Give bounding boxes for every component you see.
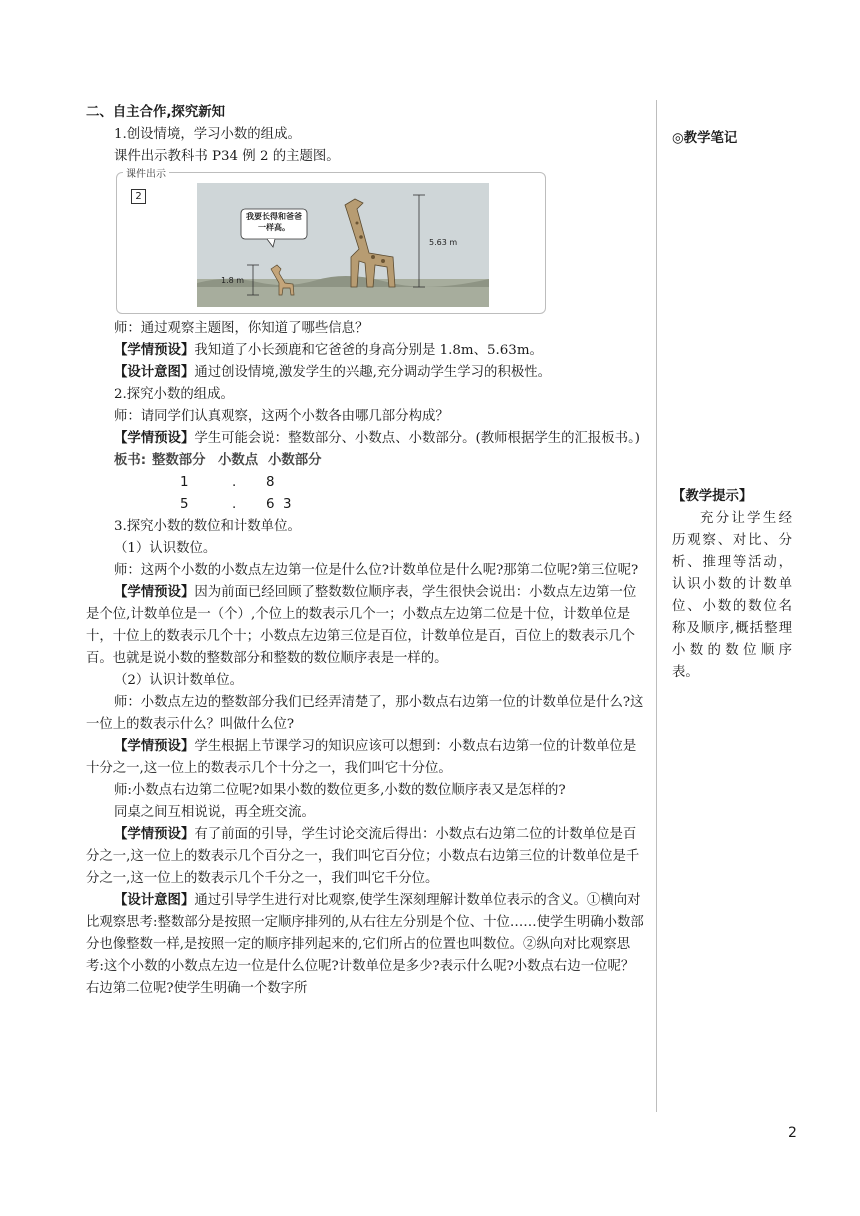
paragraph: 我知道了小长颈鹿和它爸爸的身高分别是 1.8m、5.63m。 (194, 343, 543, 358)
board-label: 板书: (114, 453, 147, 468)
paragraph: 师：小数点左边的整数部分我们已经弄清楚了，那小数点右边第一位的计数单位是什么?这一位上的数表示什么？叫做什么位? (86, 695, 644, 732)
tag-label: 【学情预设】 (114, 827, 195, 842)
tag-label: 【学情预设】 (114, 585, 195, 600)
paragraph: 通过引导学生进行对比观察,使学生深刻理解计数单位表示的含义。①横向对比观察思考:整数部分是按照一定顺序排列的,从右往左分别是个位、十位……使学生明确小数部分也像整数一样,是按照一定的顺序排列起来的,它们所占的位置也叫数位。②纵向对比观察思考:这个小数的小数点左边一位是什么位呢?计数单位是多少?表示什么呢?小数点右边一位呢？右边第二位呢?使学生明确一个数字所 (86, 893, 644, 996)
paragraph: 有了前面的引导，学生讨论交流后得出：小数点右边第二位的计数单位是百分之一,这一位上的数表示几个百分之一，我们叫它百分位；小数点右边第三位的计数单位是千分之一,这一位上的数表示几个千分之一，我们叫它千分位。 (86, 827, 640, 886)
tag-label: 【设计意图】 (114, 365, 195, 380)
board-header: 整数部分 (152, 453, 206, 468)
paragraph: 师：请同学们认真观察，这两个小数各由哪几部分构成？ (114, 409, 449, 424)
board-cell: 8 (266, 475, 275, 490)
board-header: 小数部分 (268, 453, 322, 468)
column-divider (656, 100, 657, 1112)
paragraph: 课件出示教科书 P34 例 2 的主题图。 (114, 149, 340, 164)
section-title: 二、自主合作,探究新知 (86, 105, 225, 120)
board-cell: 1 (180, 475, 189, 490)
tag-label: 【学情预设】 (114, 431, 195, 446)
figure-number: 2 (131, 189, 146, 204)
board-cell: 6 3 (266, 497, 292, 512)
paragraph: 通过创设情境,激发学生的兴趣,充分调动学生学习的积极性。 (194, 365, 552, 380)
paragraph: （1）认识数位。 (114, 541, 217, 556)
paragraph: 同桌之间互相说说，再全班交流。 (114, 805, 315, 820)
tag-label: 【设计意图】 (114, 893, 195, 908)
board-cell: 5 (180, 497, 189, 512)
paragraph: 学生根据上节课学习的知识应该可以想到：小数点右边第一位的计数单位是十分之一,这一位上的数表示几个十分之一，我们叫它十分位。 (86, 739, 637, 776)
courseware-figure (116, 169, 546, 314)
small-height-label: 1.8 m (221, 276, 245, 285)
teaching-notes-title: ◎教学笔记 (672, 131, 738, 146)
teaching-tips (672, 486, 792, 684)
paragraph: 师：这两个小数的小数点左边第一位是什么位?计数单位是什么呢?那第二位呢?第三位呢? (114, 563, 639, 578)
speech-bubble-text: 我要长得和爸爸一样高。 (246, 212, 302, 232)
paragraph: 3.探究小数的数位和计数单位。 (114, 519, 301, 534)
teaching-tips-body: 充分让学生经历观察、对比、分析、推理等活动，认识小数的计数单位、小数的数位名称及顺序,概括整理小数的数位顺序表。 (672, 511, 792, 680)
blackboard-notes (86, 450, 646, 516)
figure-tab-label: 课件出示 (123, 164, 169, 186)
board-cell: . (232, 497, 237, 512)
page-number: 2 (788, 1125, 797, 1141)
tag-label: 【学情预设】 (114, 343, 195, 358)
main-column (86, 102, 646, 1000)
paragraph: 因为前面已经回顾了整数数位顺序表，学生很快会说出：小数点左边第一位是个位,计数单位是一（个）,个位上的数表示几个一；小数点左边第二位是十位，计数单位是十，十位上的数表示几个十；小数点左边第三位是百位，计数单位是百，百位上的数表示几个百。也就是说小数的整数部分和整数的数位顺序表是一样的。 (86, 585, 637, 666)
paragraph: 师：通过观察主题图，你知道了哪些信息？ (114, 321, 369, 336)
teaching-tips-title: 【教学提示】 (672, 489, 753, 504)
paragraph: 学生可能会说：整数部分、小数点、小数部分。(教师根据学生的汇报板书。) (194, 431, 640, 446)
board-cell: . (232, 475, 237, 490)
giraffe-scene-image (197, 183, 489, 307)
paragraph: 1.创设情境，学习小数的组成。 (114, 127, 301, 142)
tag-label: 【学情预设】 (114, 739, 195, 754)
paragraph: （2）认识计数单位。 (114, 673, 244, 688)
big-height-label: 5.63 m (429, 238, 458, 247)
board-header: 小数点 (218, 453, 259, 468)
paragraph: 2.探究小数的组成。 (114, 387, 234, 402)
paragraph: 师:小数点右边第二位呢?如果小数的数位更多,小数的数位顺序表又是怎样的? (114, 783, 566, 798)
